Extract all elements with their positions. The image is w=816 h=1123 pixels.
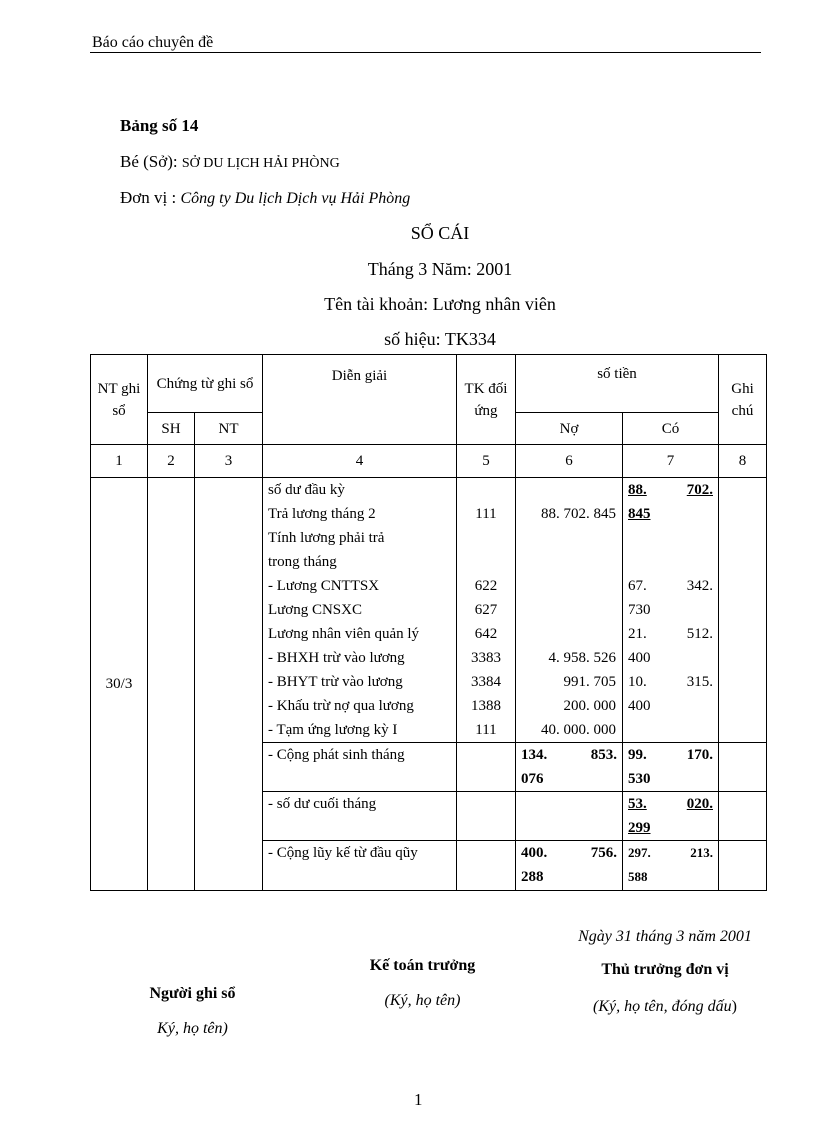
description-line: số dư đầu kỳ	[268, 482, 345, 498]
header-debit: Nợ	[516, 413, 623, 445]
debit-line: 4. 958. 526	[548, 650, 616, 666]
total-tk-cell	[457, 743, 516, 792]
note-cell	[719, 743, 767, 792]
total-credit-part: 170.	[686, 747, 713, 763]
account-line	[457, 526, 515, 550]
table-row	[91, 478, 767, 743]
credit-line	[623, 718, 718, 742]
credit-line	[623, 502, 718, 526]
col-number: 7	[623, 445, 719, 478]
unit-head-note-close: )	[731, 998, 737, 1015]
col-number: 5	[457, 445, 516, 478]
account-line: 111	[475, 722, 497, 738]
debit-line: 88. 702. 845	[541, 506, 616, 522]
header-voucher: Chứng từ ghi sổ	[148, 355, 263, 413]
header-sh: SH	[148, 413, 195, 445]
description-line: trong tháng	[268, 554, 337, 570]
account-line: 111	[475, 506, 497, 522]
account-name: Tên tài khoản: Lương nhân viên	[324, 294, 556, 314]
credit-line	[623, 694, 718, 718]
ytd-credit-part: 213.	[690, 845, 713, 860]
account-line	[457, 550, 515, 574]
ytd-credit-part: 297.	[628, 845, 651, 860]
total-debit-part: 076	[521, 771, 544, 787]
account-line: 3384	[471, 674, 501, 690]
credit-line-part: 342.	[686, 578, 713, 594]
total-credit-part: 530	[628, 771, 651, 787]
total-debit-part: 853.	[590, 747, 617, 763]
description-line: Lương nhân viên quản lý	[268, 626, 420, 642]
header-credit: Có	[623, 413, 719, 445]
description-line: Lương CNSXC	[268, 602, 362, 618]
description-line: - Tạm ứng lương kỳ I	[268, 722, 398, 738]
account-line: 622	[474, 578, 498, 594]
debit-line	[516, 526, 622, 550]
page-number: 1	[414, 1090, 423, 1109]
closing-credit-part: 299	[628, 820, 651, 836]
closing-credit-cell	[623, 792, 719, 841]
col-number: 6	[516, 445, 623, 478]
table-number: Bảng số 14	[120, 116, 199, 135]
recorder-title: Người ghi sổ	[149, 985, 236, 1002]
ytd-debit-part: 288	[521, 869, 544, 885]
credit-line	[623, 478, 718, 502]
sh-cell	[148, 478, 195, 891]
credit-line-part: 21.	[628, 626, 647, 642]
chief-accountant-note: (Ký, họ tên)	[384, 992, 461, 1009]
period: Tháng 3 Năm: 2001	[367, 259, 513, 279]
account-line: 1388	[471, 698, 501, 714]
note-cell	[719, 478, 767, 743]
unit-line	[120, 188, 410, 208]
ytd-debit-cell	[516, 841, 623, 891]
note-cell	[719, 792, 767, 841]
credit-line-part: 400	[628, 650, 651, 666]
description-line: - BHXH trừ vào lương	[268, 650, 405, 666]
unit-head-note: (Ký, họ tên, đóng dấu	[593, 998, 732, 1015]
description-line: - BHYT trừ vào lương	[268, 674, 403, 690]
description-line: Trả lương tháng 2	[268, 506, 376, 522]
credit-line-part: 512.	[686, 626, 713, 642]
total-credit-cell	[623, 743, 719, 792]
credit-line-part: 315.	[686, 674, 713, 690]
chief-accountant-title: Kế toán trưởng	[369, 957, 476, 974]
total-credit-part: 99.	[628, 747, 647, 763]
credit-line	[623, 622, 718, 646]
credit-line	[623, 598, 718, 622]
unit-label: Đơn vị :	[120, 188, 181, 207]
ytd-credit-cell	[623, 841, 719, 891]
closing-credit-part: 53.	[628, 796, 647, 812]
credit-cell	[623, 478, 719, 743]
debit-line	[516, 478, 622, 502]
recorder-note: Ký, họ tên)	[157, 1020, 228, 1037]
header-rule	[90, 52, 761, 53]
description-cell	[263, 478, 457, 743]
ministry-line	[120, 152, 340, 172]
credit-line	[623, 646, 718, 670]
debit-line	[516, 550, 622, 574]
credit-line-part: 845	[628, 506, 651, 522]
credit-line	[623, 550, 718, 574]
closing-tk-cell	[457, 792, 516, 841]
ledger-title: SỔ CÁI	[410, 223, 470, 243]
credit-line-part: 67.	[628, 578, 647, 594]
note-cell	[719, 841, 767, 891]
ytd-desc: - Cộng lũy kế từ đầu qũy	[268, 845, 418, 861]
credit-line-part: 10.	[628, 674, 647, 690]
debit-cell	[516, 478, 623, 743]
ytd-credit-part: 588	[628, 869, 648, 884]
credit-line	[623, 670, 718, 694]
header-note: Ghi chú	[719, 355, 767, 445]
account-line: 627	[474, 602, 498, 618]
page-header-title: Báo cáo chuyên đề	[92, 34, 214, 51]
debit-line	[516, 598, 622, 622]
credit-line-part: 400	[628, 698, 651, 714]
description-line: Tính lương phải trả	[268, 530, 385, 546]
credit-line-part: 730	[628, 602, 651, 618]
col-number: 8	[719, 445, 767, 478]
ytd-debit-part: 756.	[590, 845, 617, 861]
credit-line-part: 702.	[686, 482, 713, 498]
nt-cell	[195, 478, 263, 891]
closing-desc-cell	[263, 792, 457, 841]
total-desc-cell	[263, 743, 457, 792]
ministry-label: Bé (Sở):	[120, 152, 182, 171]
header-nt: NT ghi sổ	[91, 355, 148, 445]
debit-line: 200. 000	[563, 698, 616, 714]
account-line	[457, 478, 515, 502]
total-desc: - Cộng phát sinh tháng	[268, 747, 405, 763]
col-number: 1	[91, 445, 148, 478]
debit-line	[516, 622, 622, 646]
debit-line: 40. 000. 000	[541, 722, 616, 738]
entry-date: 30/3	[91, 478, 148, 891]
total-debit-part: 134.	[521, 747, 548, 763]
account-number: số hiệu: TK334	[384, 329, 496, 349]
header-amount: số tiền	[516, 355, 719, 413]
account-line: 642	[474, 626, 498, 642]
header-desc: Diễn giải	[263, 355, 457, 445]
col-number: 3	[195, 445, 263, 478]
ledger-table	[90, 354, 767, 891]
credit-line	[623, 574, 718, 598]
unit-value: Công ty Du lịch Dịch vụ Hải Phòng	[180, 190, 411, 207]
unit-head-note-line	[560, 998, 770, 1016]
description-line: - Khấu trừ nợ qua lương	[268, 698, 414, 714]
col-number: 2	[148, 445, 195, 478]
debit-line	[516, 574, 622, 598]
closing-debit-cell	[516, 792, 623, 841]
closing-desc: - số dư cuối tháng	[268, 796, 377, 812]
header-tk: TK đối ứng	[457, 355, 516, 445]
account-cell	[457, 478, 516, 743]
col-number: 4	[263, 445, 457, 478]
unit-head-title: Thủ trưởng đơn vị	[601, 961, 729, 978]
ytd-debit-part: 400.	[521, 845, 548, 861]
header-nt2: NT	[195, 413, 263, 445]
closing-credit-part: 020.	[686, 796, 713, 812]
account-line: 3383	[471, 650, 501, 666]
column-number-row	[91, 445, 767, 478]
debit-line: 991. 705	[563, 674, 616, 690]
credit-line	[623, 526, 718, 550]
total-debit-cell	[516, 743, 623, 792]
ministry-value: SỞ DU LỊCH HẢI PHÒNG	[181, 156, 340, 171]
description-line: - Lương CNTTSX	[268, 578, 380, 594]
ytd-desc-cell	[263, 841, 457, 891]
ytd-tk-cell	[457, 841, 516, 891]
signature-date: Ngày 31 tháng 3 năm 2001	[578, 928, 752, 945]
credit-line-part: 88.	[628, 482, 647, 498]
